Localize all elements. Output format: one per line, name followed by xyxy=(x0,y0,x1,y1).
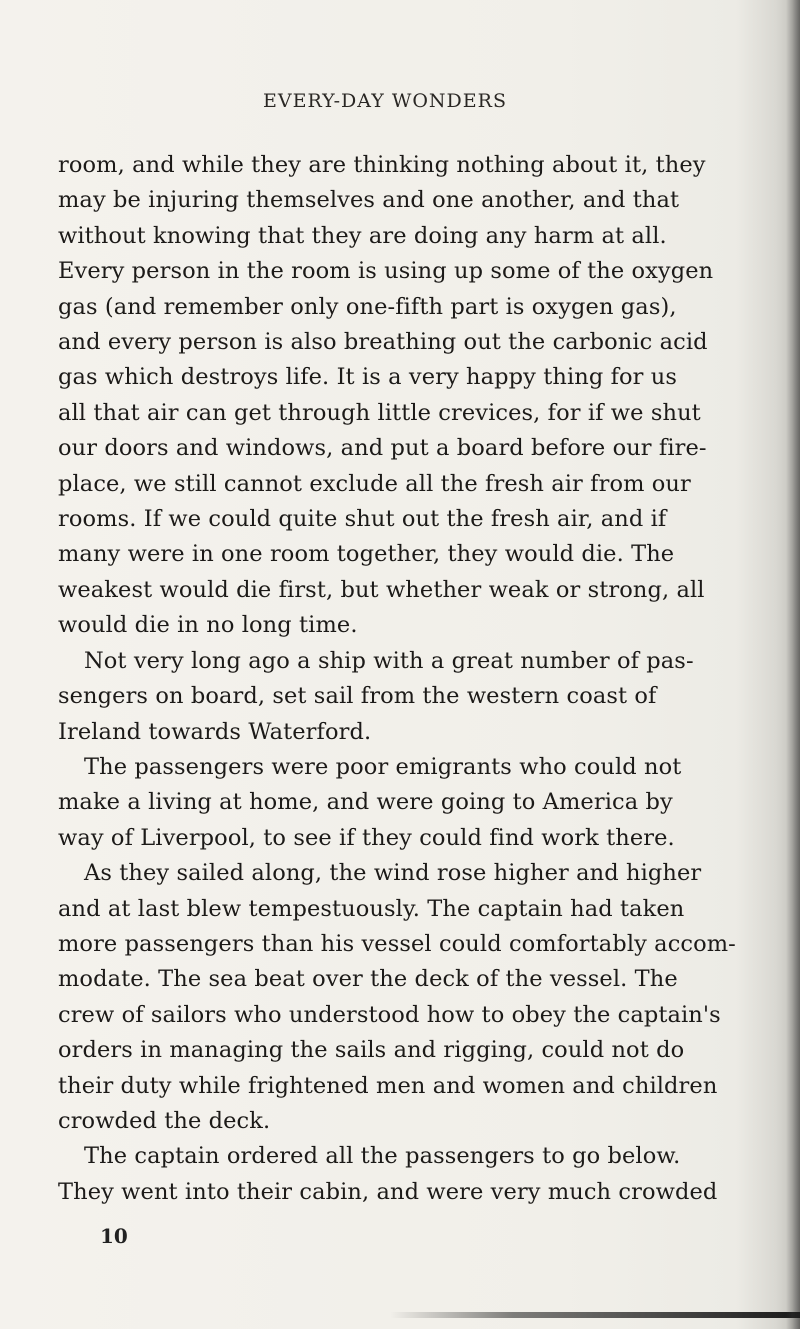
text-line: Ireland towards Waterford. xyxy=(58,718,372,745)
body-text xyxy=(58,148,758,1210)
text-line: room, and while they are thinking nothing about it, they xyxy=(58,152,706,178)
text-line: weakest would die first, but whether weak or strong, all xyxy=(58,576,705,603)
text-line: our doors and windows, and put a board before our fire- xyxy=(58,435,707,462)
bottom-edge-shadow xyxy=(390,1312,800,1318)
text-line: way of Liverpool, to see if they could find work there. xyxy=(58,824,675,851)
text-line: sengers on board, set sail from the western coast of xyxy=(58,683,657,710)
text-line: without knowing that they are doing any harm at all. xyxy=(58,222,667,249)
text-line: They went into their cabin, and were very much crowded xyxy=(58,1178,718,1205)
text-line: gas which destroys life. It is a very happy thing for us xyxy=(58,364,678,391)
text-line: may be injuring themselves and one another, and that xyxy=(58,187,680,214)
page-number: 10 xyxy=(100,1224,128,1248)
text-line: more passengers than his vessel could comfortably accom- xyxy=(58,930,736,957)
text-line: and at last blew tempestuously. The captain had taken xyxy=(58,895,685,922)
text-line: modate. The sea beat over the deck of the vessel. The xyxy=(58,966,678,993)
text-line: Not very long ago a ship with a great number of pas- xyxy=(84,647,694,674)
text-line: The passengers were poor emigrants who could not xyxy=(84,753,682,780)
text-line: gas (and remember only one-fifth part is oxygen gas), xyxy=(58,293,677,320)
text-line: all that air can get through little crevices, for if we shut xyxy=(58,399,701,426)
text-line: would die in no long time. xyxy=(58,612,358,639)
text-line: rooms. If we could quite shut out the fresh air, and if xyxy=(58,506,667,533)
spine-shadow xyxy=(786,0,800,1329)
text-line: crowded the deck. xyxy=(58,1107,271,1134)
text-line: their duty while frightened men and women and children xyxy=(58,1072,718,1099)
text-line: Every person in the room is using up some of the oxygen xyxy=(58,258,714,285)
text-line: orders in managing the sails and rigging, could not do xyxy=(58,1037,685,1064)
text-line: As they sailed along, the wind rose higher and higher xyxy=(84,860,702,887)
text-line: many were in one room together, they would die. The xyxy=(58,541,675,568)
running-head: EVERY-DAY WONDERS xyxy=(263,90,507,112)
text-line: and every person is also breathing out the carbonic acid xyxy=(58,329,708,356)
text-line: place, we still cannot exclude all the fresh air from our xyxy=(58,470,691,497)
text-line: make a living at home, and were going to America by xyxy=(58,789,673,816)
text-line: The captain ordered all the passengers to go below. xyxy=(84,1143,681,1170)
text-line: crew of sailors who understood how to obey the captain's xyxy=(58,1001,721,1028)
